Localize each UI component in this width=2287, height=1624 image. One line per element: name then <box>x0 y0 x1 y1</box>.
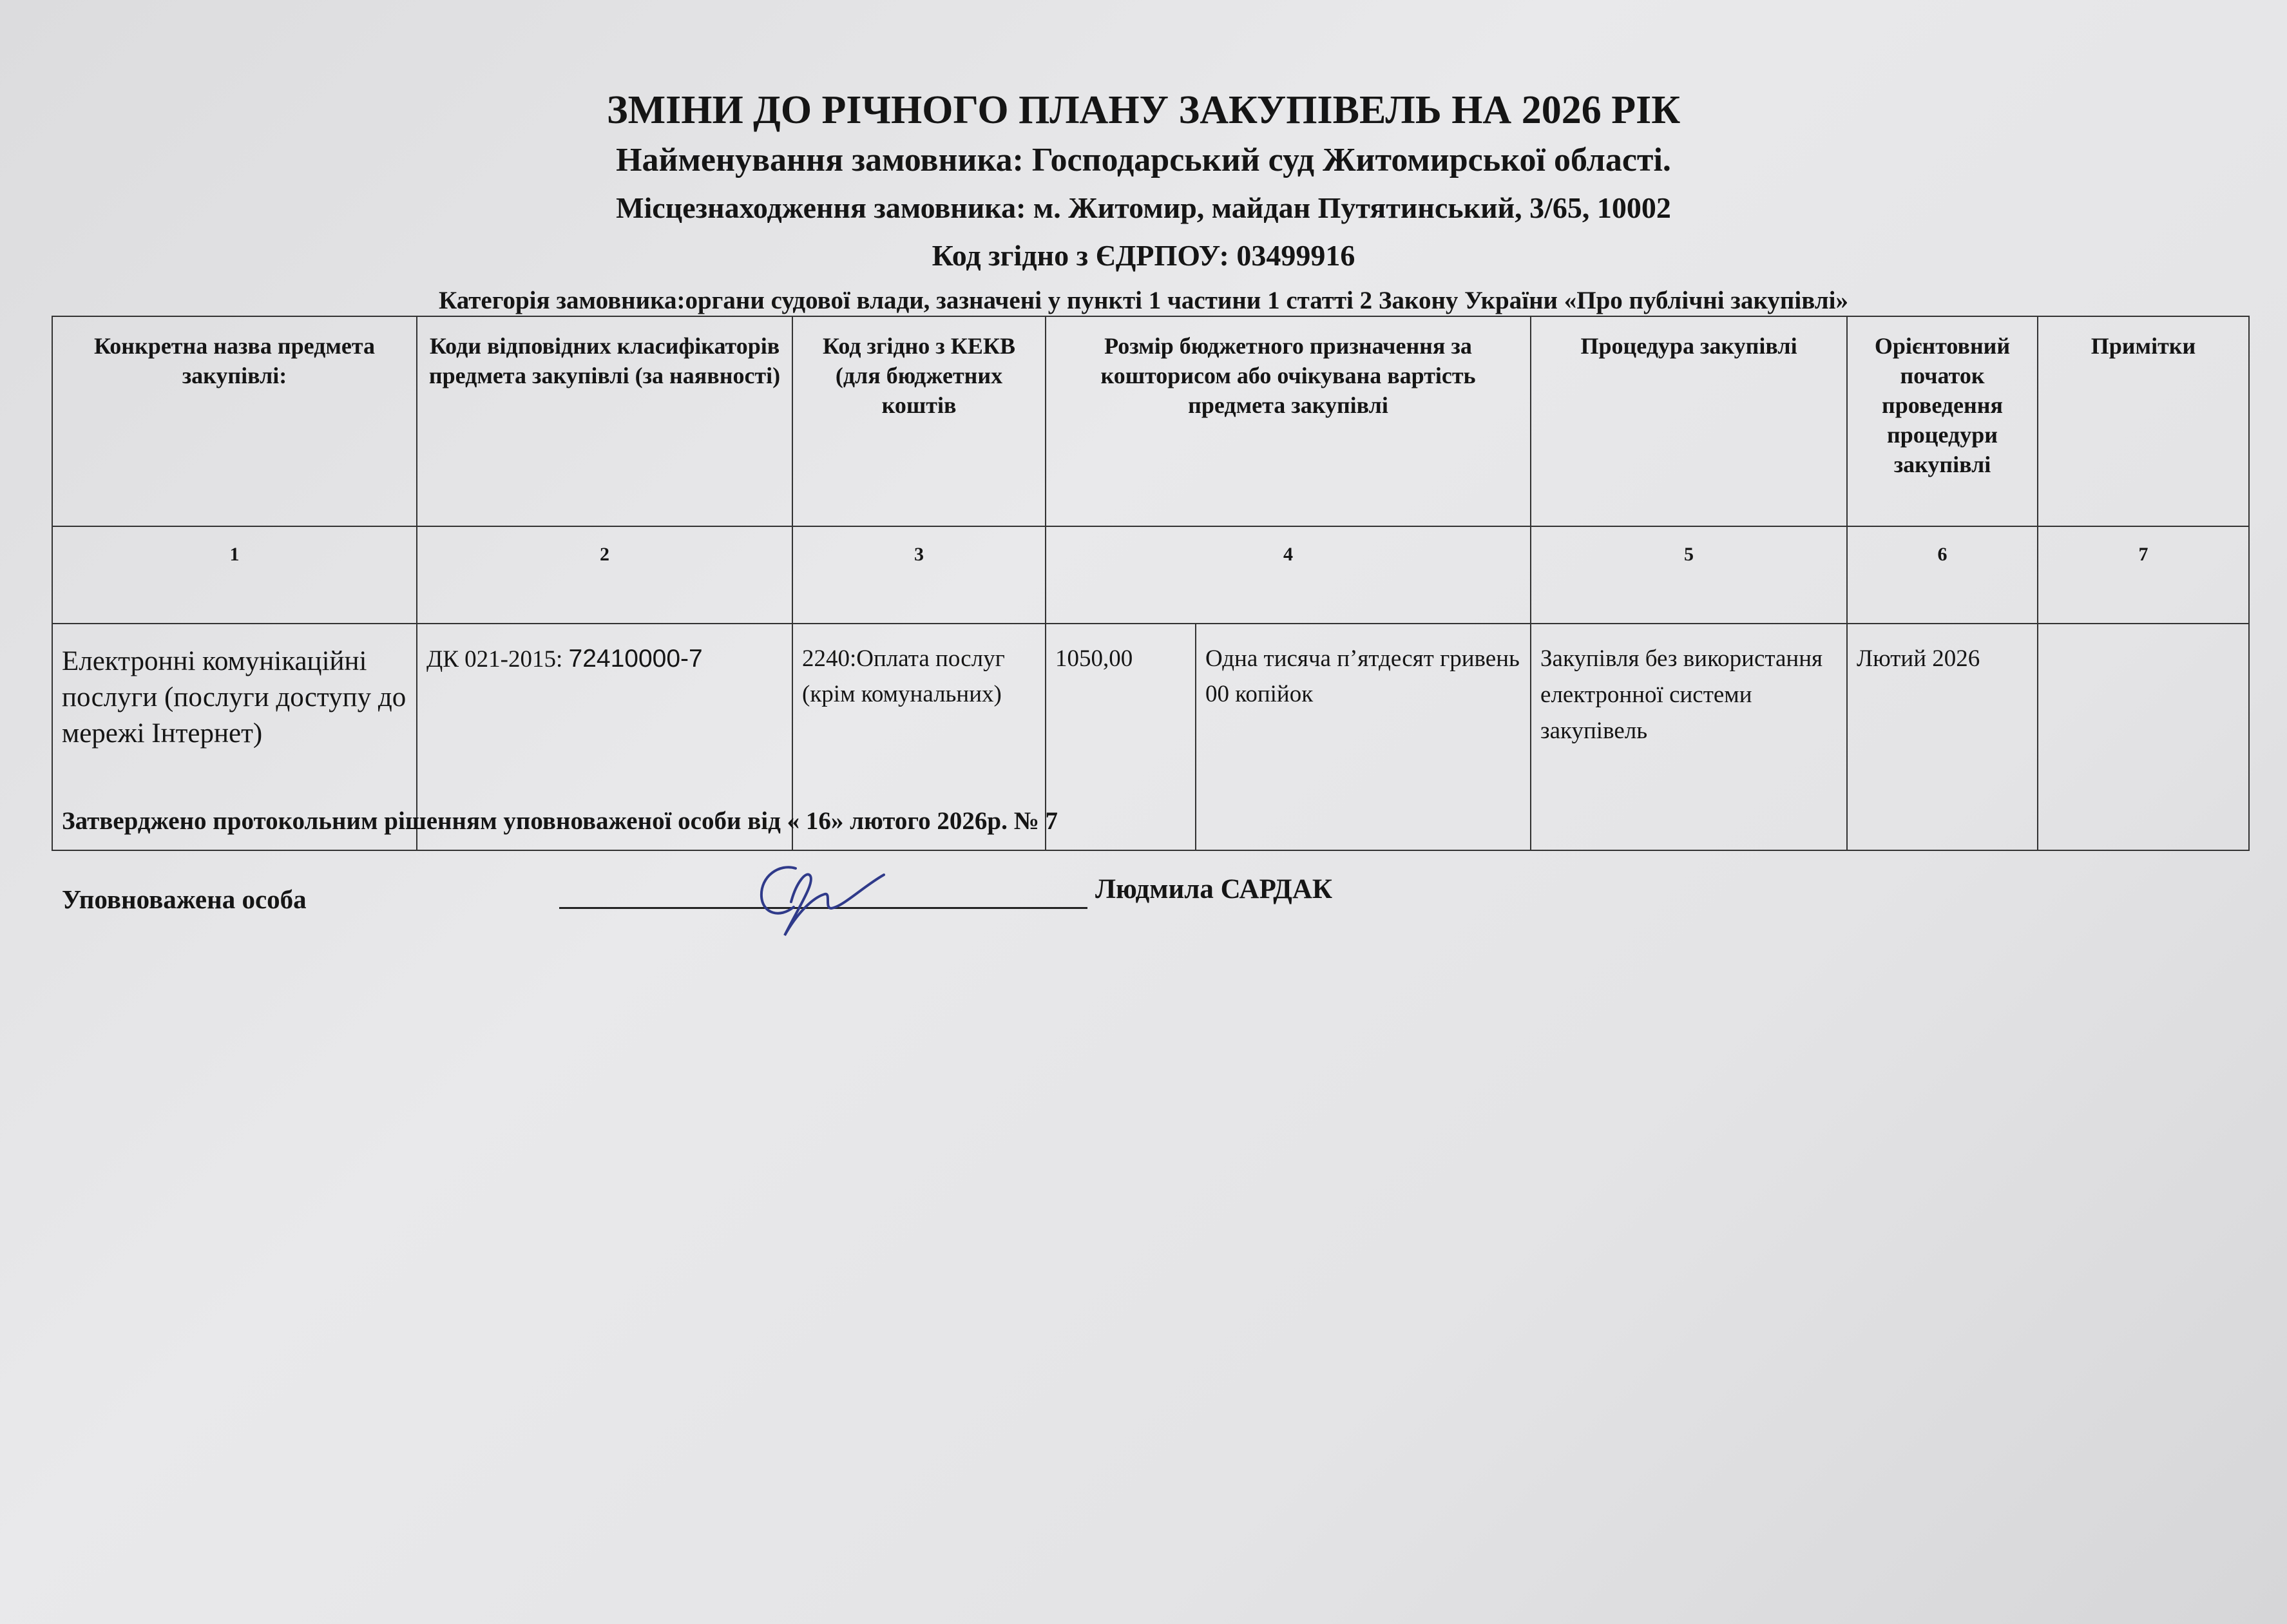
procurement-table <box>52 316 2250 851</box>
cell-start: Лютий 2026 <box>1847 624 2038 850</box>
column-number-row <box>52 526 2249 624</box>
column-number: 6 <box>1847 526 2038 624</box>
customer-location: Місцезнаходження замовника: м. Житомир, майдан Путятинський, 3/65, 10002 <box>616 191 1671 224</box>
classifier-prefix: ДК 021-2015: <box>426 646 569 673</box>
header-cell-item: Конкретна назва предмета закупівлі: <box>52 316 417 526</box>
header-row <box>52 316 2249 526</box>
header-cell-kekv: Код згідно з КЕКВ (для бюджетних коштів <box>792 316 1046 526</box>
cell-amount: 1050,00 <box>1046 624 1196 850</box>
document-title: ЗМІНИ ДО РІЧНОГО ПЛАНУ ЗАКУПІВЕЛЬ НА 2026 РІК <box>606 88 1681 132</box>
signature-mark <box>734 857 889 941</box>
signer-name: Людмила САРДАК <box>1095 874 1333 904</box>
cell-item: Електронні комунікаційні послуги (послуги доступу до мережі Інтернет) <box>52 624 417 850</box>
column-number: 1 <box>52 526 417 624</box>
customer-category: Категорія замовника:органи судової влади, зазначені у пункті 1 частини 1 статті 2 Закону України «Про публічні закупівлі» <box>439 287 1848 314</box>
column-number: 2 <box>417 526 792 624</box>
header-cell-amount: Розмір бюджетного призначення за кошторисом або очікувана вартість предмета закупівлі <box>1046 316 1531 526</box>
header-cell-notes: Примітки <box>2038 316 2249 526</box>
column-number: 4 <box>1046 526 1531 624</box>
header-cell-classifier: Коди відповідних класифікаторів предмета закупівлі (за наявності) <box>417 316 792 526</box>
column-number: 5 <box>1531 526 1847 624</box>
edrpou-code: Код згідно з ЄДРПОУ: 03499916 <box>932 239 1355 272</box>
column-number: 7 <box>2038 526 2249 624</box>
header-cell-procedure: Процедура закупівлі <box>1531 316 1847 526</box>
document-header <box>0 84 2287 322</box>
column-number: 3 <box>792 526 1046 624</box>
customer-name: Найменування замовника: Господарський суд Житомирської області. <box>616 142 1671 178</box>
classifier-code: 72410000-7 <box>568 645 703 673</box>
cell-kekv: 2240:Оплата послуг (крім комунальних) <box>792 624 1046 850</box>
cell-amount-words: Одна тисяча п’ятдесят гривень 00 копійок <box>1196 624 1531 850</box>
cell-procedure: Закупівля без використання електронної системи закупівель <box>1531 624 1847 850</box>
cell-notes <box>2038 624 2249 850</box>
approval-note: Затверджено протокольним рішенням уповноваженої особи від « 16» лютого 2026р. № 7 <box>62 807 1058 835</box>
header-cell-start: Орієнтовний початок проведення процедури закупівлі <box>1847 316 2038 526</box>
signer-label: Уповноважена особа <box>62 884 307 914</box>
